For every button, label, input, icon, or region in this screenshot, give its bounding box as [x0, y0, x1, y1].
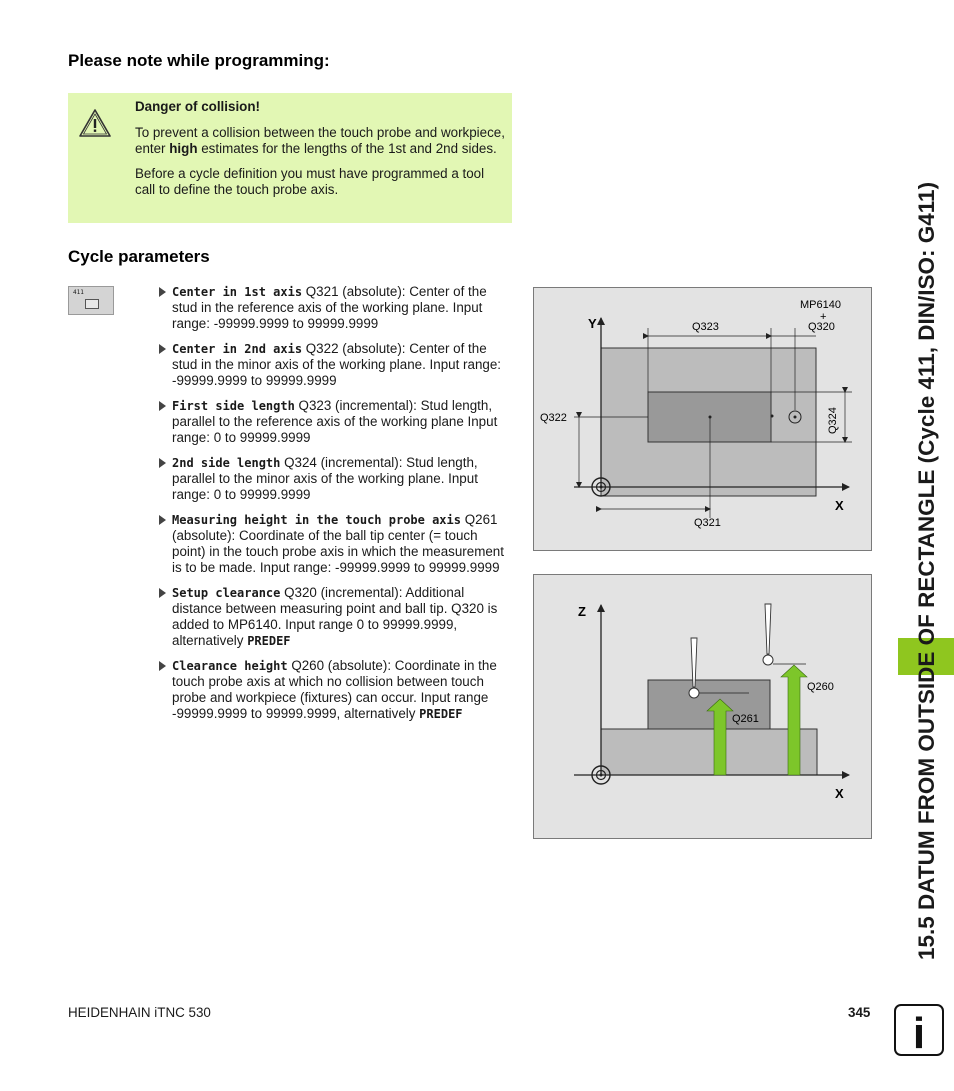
bullet-arrow-icon	[159, 344, 166, 354]
fig1-plus-label: +	[820, 311, 827, 323]
warning-paragraph-2: Before a cycle definition you must have programmed a tool call to define the touch probe axis.	[135, 166, 485, 197]
warning-text	[135, 99, 505, 207]
fig1-q323-label: Q323	[692, 321, 719, 333]
page-number: 345	[848, 1005, 871, 1020]
param-q323: First side length Q323 (incremental): Stud length, parallel to the reference axis of the working plane Input range: 0 to 99999.9999	[158, 398, 514, 446]
parameter-list	[158, 284, 514, 731]
bullet-arrow-icon	[159, 588, 166, 598]
side-title-text: 15.5 DATUM FROM OUTSIDE OF RECTANGLE (Cycle 411, DIN/ISO: G411)	[914, 181, 939, 960]
fig2-axis-x-label: X	[835, 786, 844, 801]
param-q260: Clearance height Q260 (absolute): Coordinate in the touch probe axis at which no collision between touch probe and workpiece (fixtures) can occur. Input range -99999.9999 to 99999.9999, alternatively PREDEF	[158, 658, 514, 722]
figure-z-height	[533, 574, 872, 839]
fig1-axis-y-label: Y	[588, 316, 597, 331]
fig1-mp6140-label: MP6140	[800, 299, 841, 311]
param-q320: Setup clearance Q320 (incremental): Additional distance between measuring point and ball tip. Q320 is added to MP6140. Input range 0 to 99999.9999, alternatively PREDEF	[158, 585, 514, 649]
section-heading-note: Please note while programming:	[68, 51, 330, 70]
section-heading-cycle-parameters: Cycle parameters	[68, 247, 210, 266]
bullet-arrow-icon	[159, 458, 166, 468]
probe-stylus-icon	[765, 604, 771, 654]
param-q324: 2nd side length Q324 (incremental): Stud length, parallel to the minor axis of the working plane. Input range: 0 to 99999.9999	[158, 455, 514, 503]
fig1-q320-label: Q320	[808, 321, 835, 333]
side-chapter-title	[878, 15, 954, 975]
figure-xy-plane	[533, 287, 872, 551]
info-glyph: i	[912, 1009, 926, 1056]
bullet-arrow-icon	[159, 661, 166, 671]
fig1-q321-label: Q321	[694, 517, 721, 529]
info-icon	[894, 1004, 944, 1056]
bullet-arrow-icon	[159, 515, 166, 525]
fig2-q260-label: Q260	[807, 681, 834, 693]
param-q321: Center in 1st axis Q321 (absolute): Center of the stud in the reference axis of the working plane. Input range: -99999.9999 to 99999.9999	[158, 284, 514, 332]
rectangle-icon	[85, 299, 99, 309]
fig2-axis-z-label: Z	[578, 604, 586, 619]
fig1-q324-label: Q324	[827, 407, 839, 434]
fig1-q322-label: Q322	[540, 412, 567, 424]
warning-triangle-icon	[78, 108, 112, 138]
bullet-arrow-icon	[159, 287, 166, 297]
param-q261: Measuring height in the touch probe axis Q261 (absolute): Coordinate of the ball tip center (= touch point) in the touch probe axis in which the measurement is to be made. Input range: -99999.9999 to 99999.9999	[158, 512, 514, 576]
warning-title: Danger of collision!	[135, 99, 260, 114]
param-q322: Center in 2nd axis Q322 (absolute): Center of the stud in the minor axis of the working plane. Input range: -99999.9999 to 99999.9999	[158, 341, 514, 389]
bullet-arrow-icon	[159, 401, 166, 411]
fig2-q261-label: Q261	[732, 713, 759, 725]
warning-paragraph-1: To prevent a collision between the touch probe and workpiece, enter high estimates for the lengths of the 1st and 2nd sides.	[135, 125, 505, 156]
softkey-label: 411	[73, 289, 84, 296]
cycle-411-softkey-icon	[68, 286, 114, 315]
fig1-axis-x-label: X	[835, 498, 844, 513]
footer-product: HEIDENHAIN iTNC 530	[68, 1005, 211, 1020]
